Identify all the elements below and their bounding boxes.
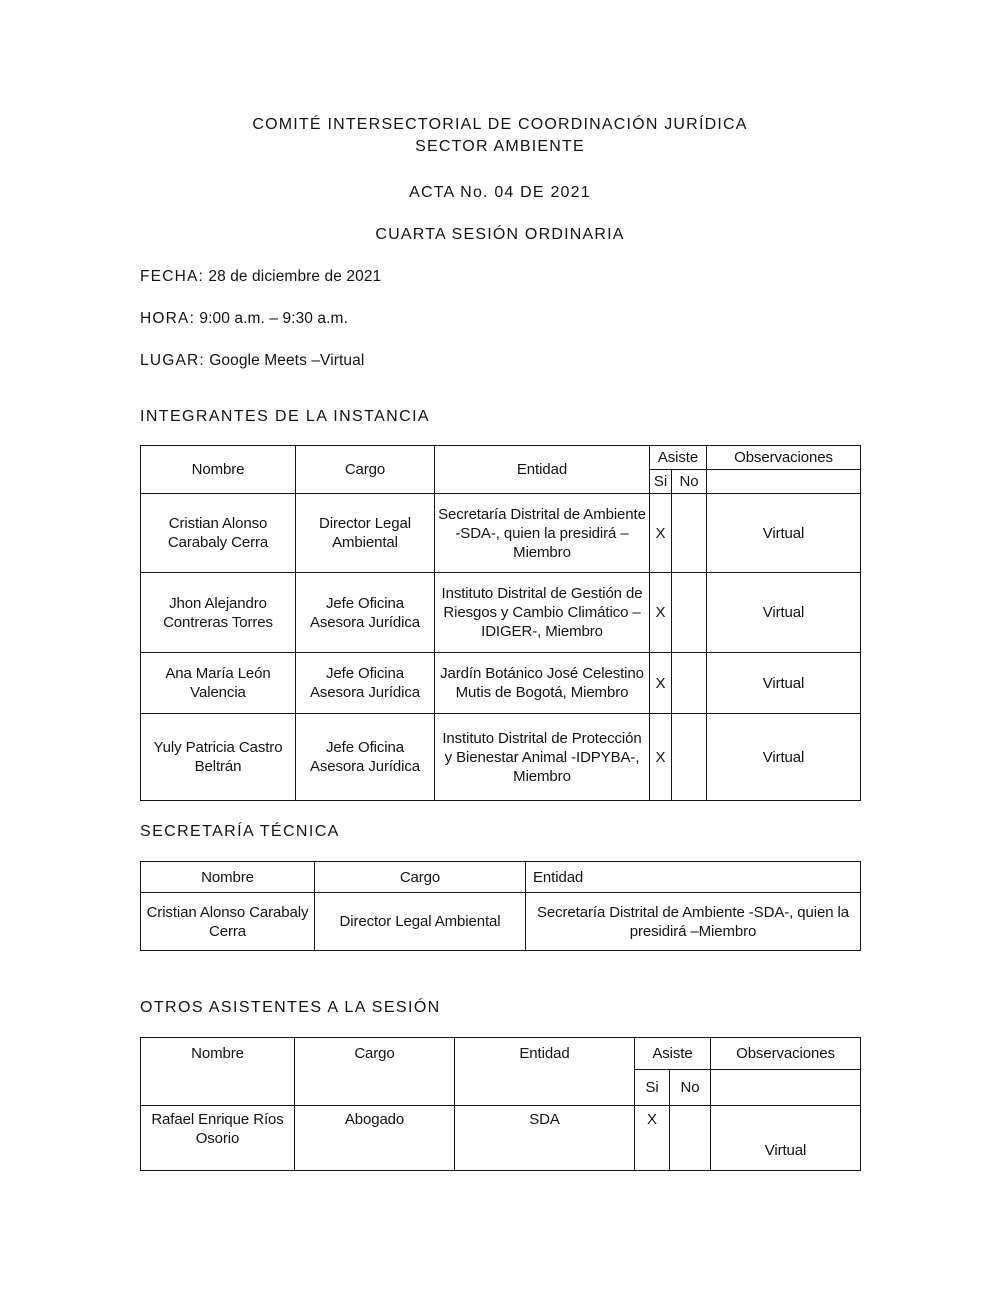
table-row [141,494,861,573]
otros-header-row-1 [141,1038,861,1070]
cell-observaciones: Virtual [711,1106,861,1171]
header-entidad: Entidad [526,862,861,893]
cell-observaciones: Virtual [707,573,861,653]
cell-asiste-no [672,573,707,653]
hora-line [140,308,860,330]
secretaria-table [140,861,861,951]
cell-entidad: Jardín Botánico José Celestino Mutis de Bogotá, Miembro [435,653,650,714]
header-si: Si [650,470,672,494]
cell-entidad: Secretaría Distrital de Ambiente -SDA-, quien la presidirá –Miembro [435,494,650,573]
cell-asiste-si: X [650,714,672,801]
fecha-label: FECHA: [140,268,205,285]
cell-asiste-si: X [650,653,672,714]
table-row [141,573,861,653]
fecha-line [140,266,860,288]
table-row [141,653,861,714]
header-asiste: Asiste [635,1038,711,1070]
cell-asiste-no [672,494,707,573]
cell-observaciones: Virtual [707,494,861,573]
header-observaciones: Observaciones [707,446,861,470]
cell-cargo: Director Legal Ambiental [296,494,435,573]
acta-number: ACTA No. 04 DE 2021 [409,184,591,201]
cell-cargo: Jefe Oficina Asesora Jurídica [296,573,435,653]
header-observaciones-empty [711,1070,861,1106]
otros-table [140,1037,861,1171]
cell-entidad: Instituto Distrital de Gestión de Riesgos y Cambio Climático – IDIGER-, Miembro [435,573,650,653]
header-si: Si [635,1070,670,1106]
lugar-line [140,350,860,372]
header-cargo: Cargo [315,862,526,893]
hora-label: HORA: [140,310,196,327]
header-nombre: Nombre [141,446,296,494]
header-no: No [670,1070,711,1106]
header-entidad: Entidad [455,1038,635,1106]
document-title [140,114,860,158]
cell-asiste-si: X [635,1106,670,1171]
secretaria-header-row [141,862,861,893]
header-nombre: Nombre [141,862,315,893]
integrantes-table [140,445,861,801]
fecha-value: 28 de diciembre de 2021 [208,268,382,285]
title-line-2: SECTOR AMBIENTE [415,138,585,155]
otros-heading: OTROS ASISTENTES A LA SESIÓN [140,999,441,1016]
cell-nombre: Ana María León Valencia [141,653,296,714]
cell-nombre: Cristian Alonso Carabaly Cerra [141,494,296,573]
table-row [141,714,861,801]
title-line-1: COMITÉ INTERSECTORIAL DE COORDINACIÓN JURÍDICA [252,116,748,133]
integrantes-header-row-1 [141,446,861,470]
lugar-value: Google Meets –Virtual [209,352,365,369]
cell-cargo: Jefe Oficina Asesora Jurídica [296,714,435,801]
cell-cargo: Abogado [295,1106,455,1171]
cell-asiste-no [670,1106,711,1171]
header-observaciones: Observaciones [711,1038,861,1070]
document-content [140,0,860,1171]
header-asiste: Asiste [650,446,707,470]
cell-observaciones: Virtual [707,653,861,714]
cell-nombre: Cristian Alonso Carabaly Cerra [141,893,315,951]
cell-cargo: Director Legal Ambiental [315,893,526,951]
cell-asiste-no [672,653,707,714]
secretaria-heading: SECRETARÍA TÉCNICA [140,823,340,840]
header-no: No [672,470,707,494]
cell-observaciones: Virtual [707,714,861,801]
cell-cargo: Jefe Oficina Asesora Jurídica [296,653,435,714]
lugar-label: LUGAR: [140,352,205,369]
cell-asiste-no [672,714,707,801]
header-nombre: Nombre [141,1038,295,1106]
table-row [141,893,861,951]
cell-nombre: Rafael Enrique Ríos Osorio [141,1106,295,1171]
hora-value: 9:00 a.m. – 9:30 a.m. [199,310,348,327]
table-row [141,1106,861,1171]
cell-asiste-si: X [650,573,672,653]
header-observaciones-empty [707,470,861,494]
cell-entidad: SDA [455,1106,635,1171]
cell-asiste-si: X [650,494,672,573]
cell-nombre: Yuly Patricia Castro Beltrán [141,714,296,801]
cell-nombre: Jhon Alejandro Contreras Torres [141,573,296,653]
integrantes-heading: INTEGRANTES DE LA INSTANCIA [140,408,430,425]
cell-entidad: Secretaría Distrital de Ambiente -SDA-, quien la presidirá –Miembro [526,893,861,951]
cell-entidad: Instituto Distrital de Protección y Bienestar Animal -IDPYBA-, Miembro [435,714,650,801]
session-title: CUARTA SESIÓN ORDINARIA [375,226,625,243]
header-cargo: Cargo [296,446,435,494]
header-cargo: Cargo [295,1038,455,1106]
header-entidad: Entidad [435,446,650,494]
